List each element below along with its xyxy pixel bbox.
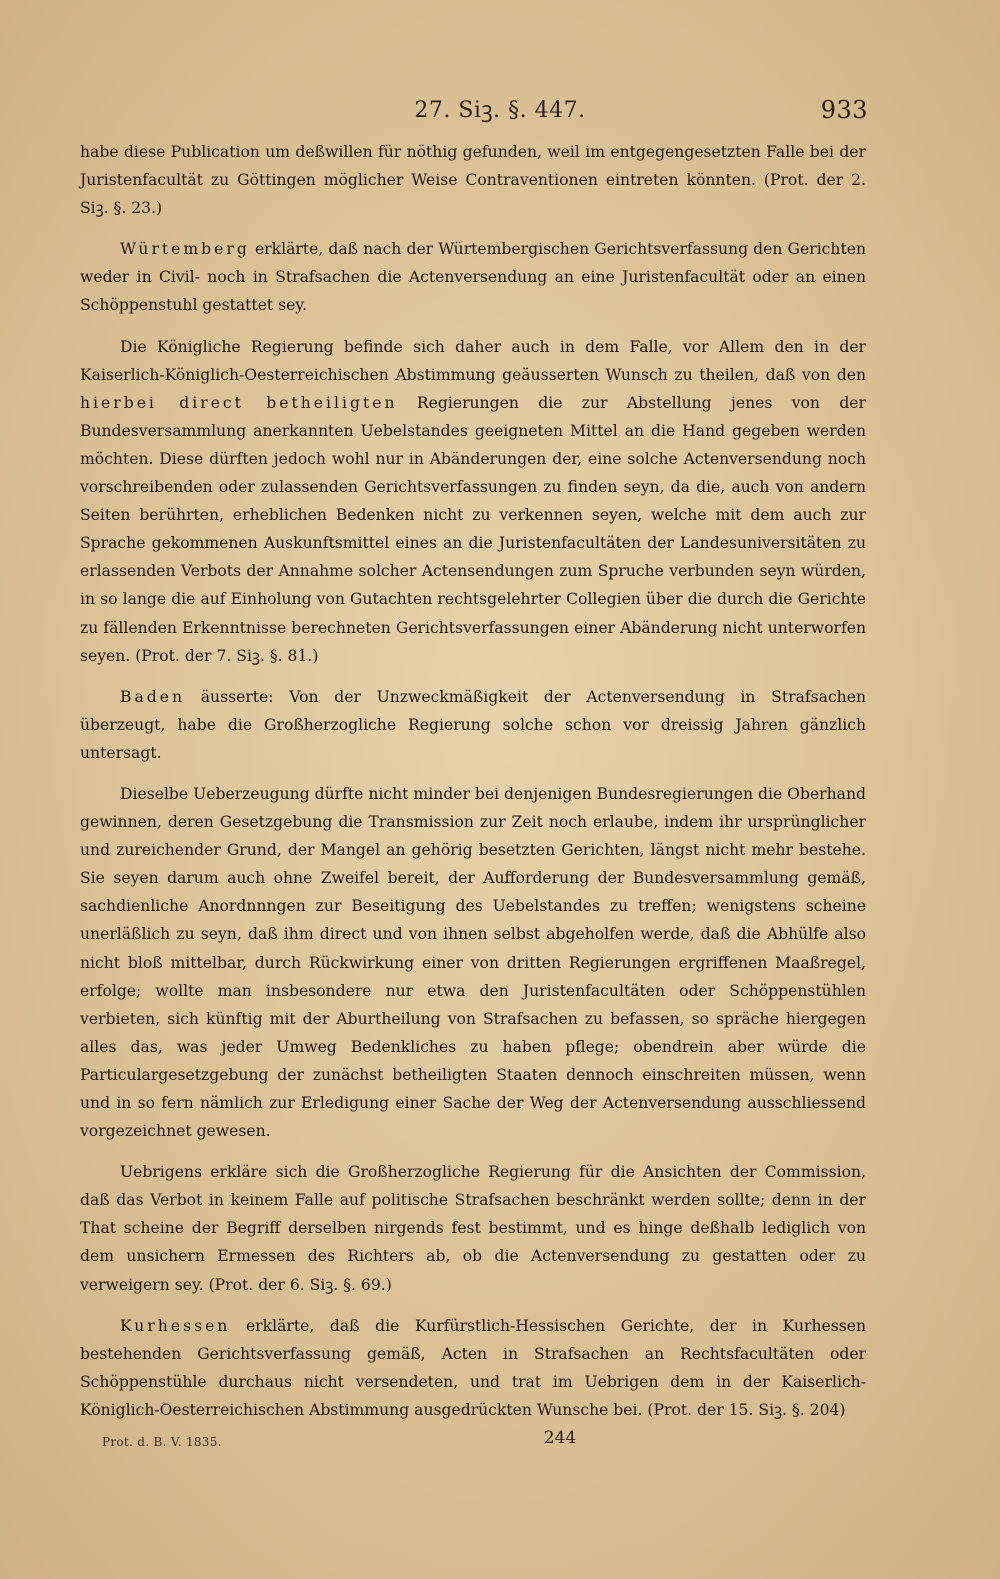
paragraph-6 — [80, 1158, 866, 1298]
paragraph-2-text: erklärte, daß nach der Würtembergischen Gerichtsverfassung den Gerichten weder in Civil- noch in Strafsachen die Actenversendung an eine Juristenfacultät oder an einen Schöppenstuhl gestattet sey. — [80, 240, 866, 315]
footer-source: Prot. d. B. V. 1835. — [102, 1435, 222, 1449]
footer-signature: 244 — [543, 1428, 577, 1448]
paragraph-5-text: Dieselbe Ueberzeugung dürfte nicht minder bei denjenigen Bundesregierungen die Oberhand gewinnen, deren Gesetzgebung die Transmission zur Zeit noch erlaube, indem ihr ursprünglicher und zureichender Grund, der Mangel an gehörig besetzten Gerichten, längst nicht mehr bestehe. Sie seyen darum auch ohne Zweifel bereit, der Aufforderung der Bundesversammlung gemäß, sachdienliche Anordnnngen zur Beseitigung des Uebelstandes zu treffen; wenigstens scheine unerläßlich zu seyn, daß ihm direct und von ihnen selbst abgeholfen werde, daß die Abhülfe also nicht bloß mittelbar, durch Rückwirkung einer von dritten Regierungen ergriffenen Maaßregel, erfolge; wollte man insbesondere nur etwa den Juristenfacultäten oder Schöppenstühlen verbieten, sich künftig mit der Aburtheilung von Strafsachen zu befassen, so spräche hiergegen alles das, was jeder Umweg Bedenkliches zu haben pflege; obendrein aber würde die Particulargesetzgebung der zunächst betheiligten Staaten dennoch einschreiten müssen, wenn und in so fern nämlich zur Erledigung einer Sache der Weg der Actenversendung ausschliessend vorgezeichnet gewesen. — [80, 784, 866, 1141]
paragraph-2-lead: Würtemberg — [120, 240, 250, 259]
paragraph-3-spaced: hierbei direct betheiligten — [80, 393, 398, 412]
paragraph-5 — [80, 780, 866, 1145]
paragraph-4-text: äusserte: Von der Unzweckmäßigkeit der Actenversendung in Strafsachen überzeugt, habe die Großherzogliche Regierung solche schon vor dreissig Jahren gänzlich untersagt. — [80, 687, 866, 762]
paragraph-4 — [80, 683, 866, 767]
paragraph-1 — [80, 138, 866, 222]
page-number: 933 — [820, 96, 868, 124]
paragraph-7-lead: Kurhessen — [120, 1316, 231, 1335]
paragraph-3-pre: Die Königliche Regierung befinde sich daher auch in dem Falle, vor Allem den in der Kaiserlich-Königlich-Oesterreichischen Abstimmung geäusserten Wunsch zu theilen, daß von den — [80, 337, 866, 384]
paragraph-4-lead: Baden — [120, 687, 186, 706]
paragraph-3-text: Regierungen die zur Abstellung jenes von der Bundesversammlung anerkannten Uebelstandes geeigneten Mittel an die Hand gegeben werden möchten. Diese dürften jedoch wohl nur in Abänderungen der, eine solche Actenversendung noch vorschreibenden oder zulassenden Gerichtsverfassungen zu finden seyn, da die, auch von andern Seiten berührten, erheblichen Bedenken nicht zu verkennen seyen, welche mit dem auch zur Sprache gekommenen Auskunftsmittel eines an die Juristenfacultäten der Landesuniversitäten zu erlassenden Verbots der Annahme solcher Actensendungen zum Spruche verbunden seyn würden, in so lange die auf Einholung von Gutachten rechtsgelehrter Collegien über die durch die Gerichte zu fällenden Erkenntnisse berechneten Gerichtsverfassungen einer Abänderung nicht unterworfen seyen. (Prot. der 7. Siꝫ. §. 81.) — [80, 393, 866, 665]
paragraph-7-text: erklärte, daß die Kurfürstlich-Hessischen Gerichte, der in Kurhessen bestehenden Gerichtsverfassung gemäß, Acten in Strafsachen an Rechtsfacultäten oder Schöppenstühle durchaus nicht versendeten, und trat im Uebrigen dem in der Kaiserlich-Königlich-Oesterreichischen Abstimmung ausgedrückten Wunsche bei. (Prot. der 15. Siꝫ. §. 204) — [80, 1316, 866, 1419]
paragraph-3 — [80, 333, 866, 670]
paragraph-7 — [80, 1312, 866, 1424]
paragraph-6-text: Uebrigens erkläre sich die Großherzogliche Regierung für die Ansichten der Commission, daß das Verbot in keinem Falle auf politische Strafsachen beschränkt werden sollte; denn in der That scheine der Begriff derselben nirgends fest bestimmt, und es hinge deßhalb lediglich von dem unsichern Ermessen des Richters ab, ob die Actenversendung zu gestatten oder zu verweigern sey. (Prot. der 6. Siꝫ. §. 69.) — [80, 1163, 866, 1294]
paragraph-2 — [80, 235, 866, 319]
paragraph-1-text: habe diese Publication um deßwillen für nöthig gefunden, weil im entgegengesetzten Falle bei der Juristenfacultät zu Göttingen möglicher Weise Contraventionen eintreten könnten. (Prot. der 2. Siꝫ. §. 23.) — [80, 143, 866, 218]
running-head: 27. Siꝫ. §. 447. — [414, 98, 586, 123]
body-text — [80, 138, 866, 1437]
